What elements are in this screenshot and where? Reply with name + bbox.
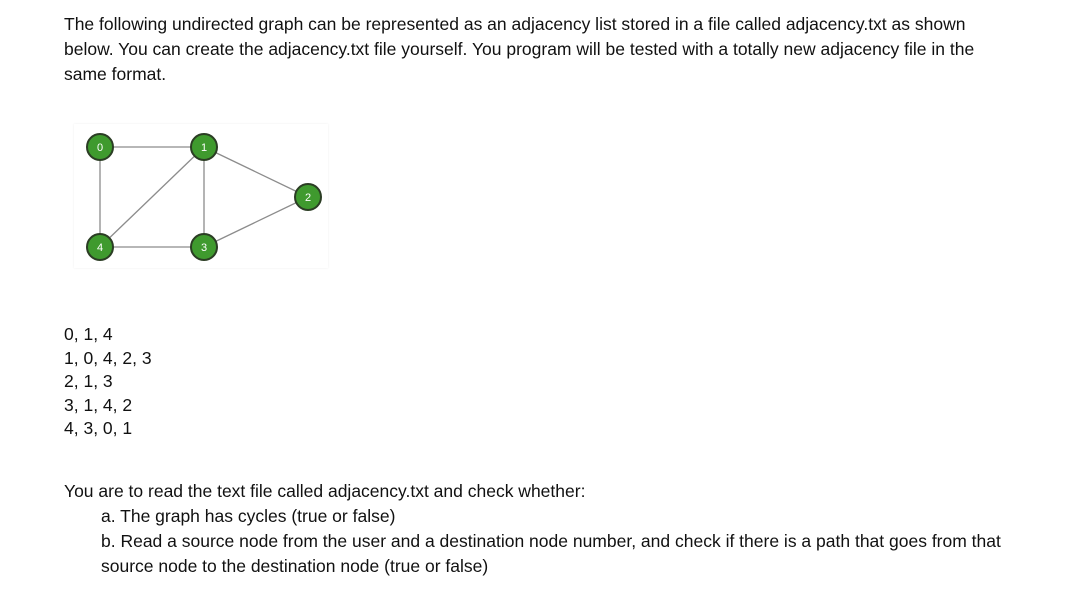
edge-1-4 [100, 147, 204, 247]
graph-node-label: 4 [96, 242, 104, 254]
adjacency-row: 3, 1, 4, 2 [64, 394, 133, 415]
adjacency-row: 2, 1, 3 [64, 371, 113, 391]
graph-node-label: 0 [96, 142, 104, 154]
task-item-a: a. The graph has cycles (true or false) [101, 506, 396, 526]
task-description [64, 479, 1024, 579]
graph-node-label: 1 [200, 142, 208, 154]
edge-1-2 [204, 147, 308, 197]
task-lead: You are to read the text file called adjacency.txt and check whether: [64, 481, 586, 501]
graph-node-0 [87, 134, 113, 160]
adjacency-row: 0, 1, 4 [64, 324, 113, 344]
graph-node-label: 2 [304, 192, 312, 204]
graph-svg [74, 124, 328, 268]
graph-figure [74, 124, 328, 268]
graph-node-2 [295, 184, 321, 210]
graph-node-1 [191, 134, 217, 160]
adjacency-list [64, 323, 152, 441]
graph-node-3 [191, 234, 217, 260]
adjacency-row: 4, 3, 0, 1 [64, 418, 133, 438]
intro-paragraph: The following undirected graph can be represented as an adjacency list stored in a file called adjacency.txt as shown below. You can create the adjacency.txt file yourself. You program will be tested with a totally new adjacency file in the same format. [64, 14, 975, 84]
graph-node-label: 3 [200, 242, 208, 254]
graph-node-4 [87, 234, 113, 260]
adjacency-row: 1, 0, 4, 2, 3 [64, 347, 152, 368]
task-item-b: b. Read a source node from the user and a destination node number, and check if there is a path that goes from that source node to the destination node (true or false) [101, 531, 1001, 576]
edge-2-3 [204, 197, 308, 247]
